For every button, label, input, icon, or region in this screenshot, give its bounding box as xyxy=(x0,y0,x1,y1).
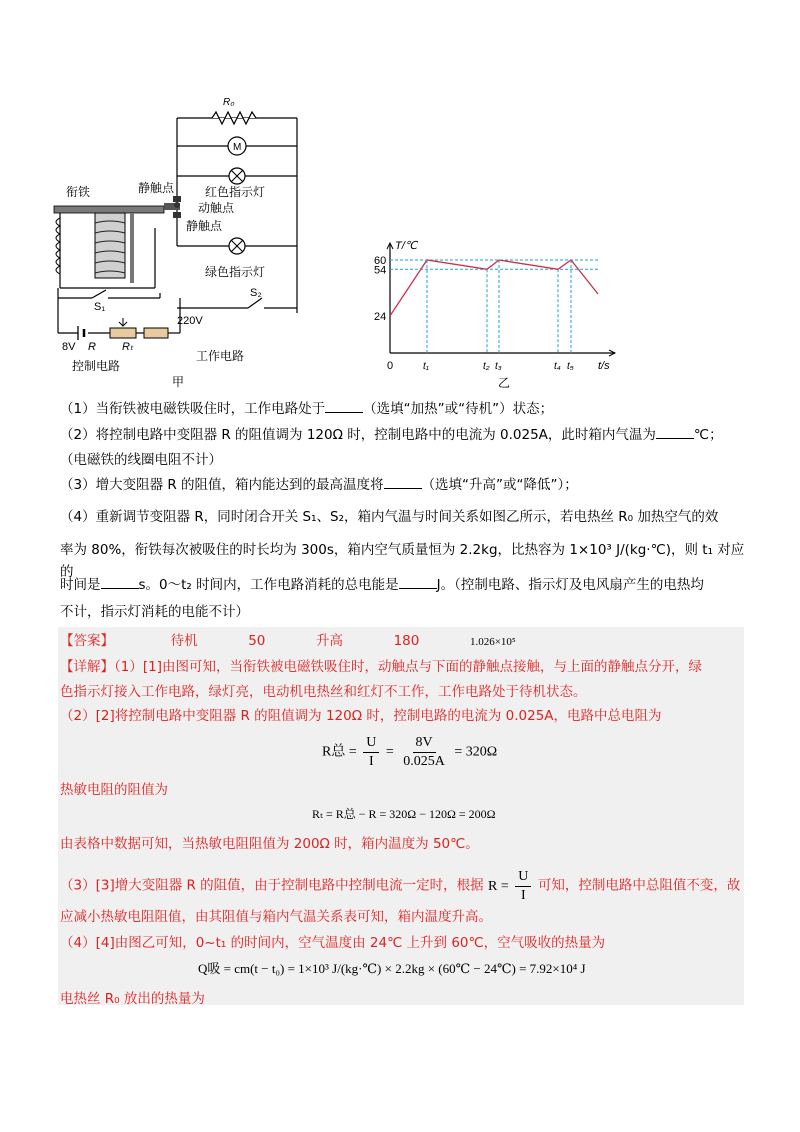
y-tick-label: 24 xyxy=(374,310,387,323)
answer-blank[interactable] xyxy=(325,398,363,413)
green-lamp-icon xyxy=(229,238,245,254)
explanation-line-4: 热敏电阻的阻值为 xyxy=(60,782,168,798)
answer-value-2: 50 xyxy=(248,633,266,649)
question-4-line-3: 时间是 s。0～t₂ 时间内，工作电路消耗的总电能是 J。（控制电路、指示灯及电风扇产生的电热均 xyxy=(60,574,750,596)
answer-blank[interactable] xyxy=(384,474,422,489)
x-tick-label: t₅ xyxy=(567,361,574,372)
x-tick-label: t₁ xyxy=(423,361,429,372)
work-circuit-label: 工作电路 xyxy=(196,349,245,363)
answer-blank[interactable] xyxy=(399,574,437,589)
static-contact-bottom-label: 静触点 xyxy=(186,219,223,233)
voltage-220-label: 220V xyxy=(177,315,203,327)
r0-label: R₀ xyxy=(223,97,235,108)
answer-value-1: 待机 xyxy=(170,633,198,649)
control-circuit-label: 控制电路 xyxy=(72,359,121,373)
temperature-series-line xyxy=(390,260,598,316)
explanation-label: 【详解】 xyxy=(60,659,114,675)
equation-total-resistance: R总 = $\frac{U}{I}$ = $\frac{8V}{0.025A}$ = 320Ω xyxy=(322,735,498,769)
answer-value-5: 1.026×10⁵ xyxy=(469,636,516,648)
question-2: （2）将控制电路中变阻器 R 的阻值调为 120Ω 时，控制电路中的电流为 0.025A，此时箱内气温为 ℃； xyxy=(60,424,750,446)
temperature-chart xyxy=(370,235,630,390)
answer-label: 【答案】 xyxy=(60,633,114,649)
x-tick-label: t₂ xyxy=(483,361,490,372)
s2-label: S₂ xyxy=(250,287,262,299)
rheostat-icon xyxy=(110,328,136,338)
answer-blank[interactable] xyxy=(101,574,139,589)
question-4-line-2: 率为 80%，衔铁每次被吸住的时长均为 300s，箱内空气质量恒为 2.2kg，比热容为 1×10³ J/(kg·℃)，则 t₁ 对应的 xyxy=(60,542,745,580)
question-1: （1）当衔铁被电磁铁吸住时，工作电路处于 （选填“加热”或“待机”）状态； xyxy=(60,398,750,420)
question-2-note: （电磁铁的线圈电阻不计） xyxy=(60,452,222,468)
question-4-line-1: （4）重新调节变阻器 R，同时闭合开关 S₁、S₂，箱内气温与时间关系如图乙所示，若电热丝 R₀ 加热空气的效 xyxy=(60,509,719,525)
explanation-line-8: （4）[4]由图乙可知，0~t₁ 的时间内，空气温度由 24℃ 上升到 60℃，空气吸收的热量为 xyxy=(60,935,606,951)
explanation-line-5: 由表格中数据可知，当热敏电阻阻值为 200Ω 时，箱内温度为 50℃。 xyxy=(60,836,479,852)
x-tick-label: t₄ xyxy=(554,361,561,372)
explanation-line-7: 应减小热敏电阻阻值，由其阻值与箱内气温关系表可知，箱内温度升高。 xyxy=(60,909,492,925)
s1-label: S₁ xyxy=(94,301,106,313)
explanation-line-6: （3）[3]增大变阻器 R 的阻值，由于控制电路中控制电流一定时，根据 R = $\frac{U}{I}$ 可知，控制电路中总阻值不变，故 xyxy=(60,869,741,903)
figure-a-caption: 甲 xyxy=(172,375,185,388)
armature-label: 衔铁 xyxy=(66,185,91,199)
equation-heat-absorbed: Q吸 = cm(t − t₀) = 1×10³ J/(kg·℃) × 2.2kg × (60℃ − 24℃) = 7.92×10⁴ J xyxy=(198,961,586,976)
electromagnet-icon xyxy=(54,203,180,283)
x-axis-label: t/s xyxy=(598,360,610,372)
question-3: （3）增大变阻器 R 的阻值，箱内能达到的最高温度将 （选填“升高”或“降低”）； xyxy=(60,474,750,496)
answer-value-4: 180 xyxy=(393,633,420,649)
explanation-line-2: 色指示灯接入工作电路，绿灯亮，电动机电热丝和红灯不工作，工作电路处于待机状态。 xyxy=(60,684,587,700)
y-axis-label: T/℃ xyxy=(395,240,418,252)
explanation-line-9: 电热丝 R₀ 放出的热量为 xyxy=(60,991,205,1007)
question-4-line-4: 不计，指示灯消耗的电能不计） xyxy=(60,604,249,620)
answer-line xyxy=(60,630,750,653)
origin-label: 0 xyxy=(387,360,394,372)
thermistor-label: Rₜ xyxy=(122,341,134,353)
red-lamp-label: 红色指示灯 xyxy=(205,185,266,199)
green-lamp-label: 绿色指示灯 xyxy=(205,265,266,279)
equation-thermistor: Rₜ = R总 − R = 320Ω − 120Ω = 200Ω xyxy=(312,807,496,821)
y-tick-label: 60 xyxy=(374,255,387,267)
red-lamp-icon xyxy=(229,168,245,184)
figure-b-caption: 乙 xyxy=(498,376,511,390)
moving-contact-label: 动触点 xyxy=(198,201,235,215)
answer-value-3: 升高 xyxy=(315,633,343,649)
circuit-diagram xyxy=(40,88,320,388)
explanation-line-1: 【详解】（1）[1]由图可知，当衔铁被电磁铁吸住时，动触点与下面的静触点接触，与上面的静触点分开，绿 xyxy=(60,659,702,675)
y-tick-label: 54 xyxy=(374,264,387,277)
rheostat-label: R xyxy=(88,341,96,353)
static-contact-top-label: 静触点 xyxy=(138,181,175,195)
answer-blank[interactable] xyxy=(656,424,694,439)
thermistor-icon xyxy=(144,328,168,338)
motor-label: M xyxy=(233,142,242,153)
x-tick-label: t₃ xyxy=(495,361,502,372)
voltage-8-label: 8V xyxy=(62,341,76,353)
battery-icon xyxy=(78,326,84,340)
explanation-line-3: （2）[2]将控制电路中变阻器 R 的阻值调为 120Ω 时，控制电路的电流为 0.025A，电路中总电阻为 xyxy=(60,708,662,724)
